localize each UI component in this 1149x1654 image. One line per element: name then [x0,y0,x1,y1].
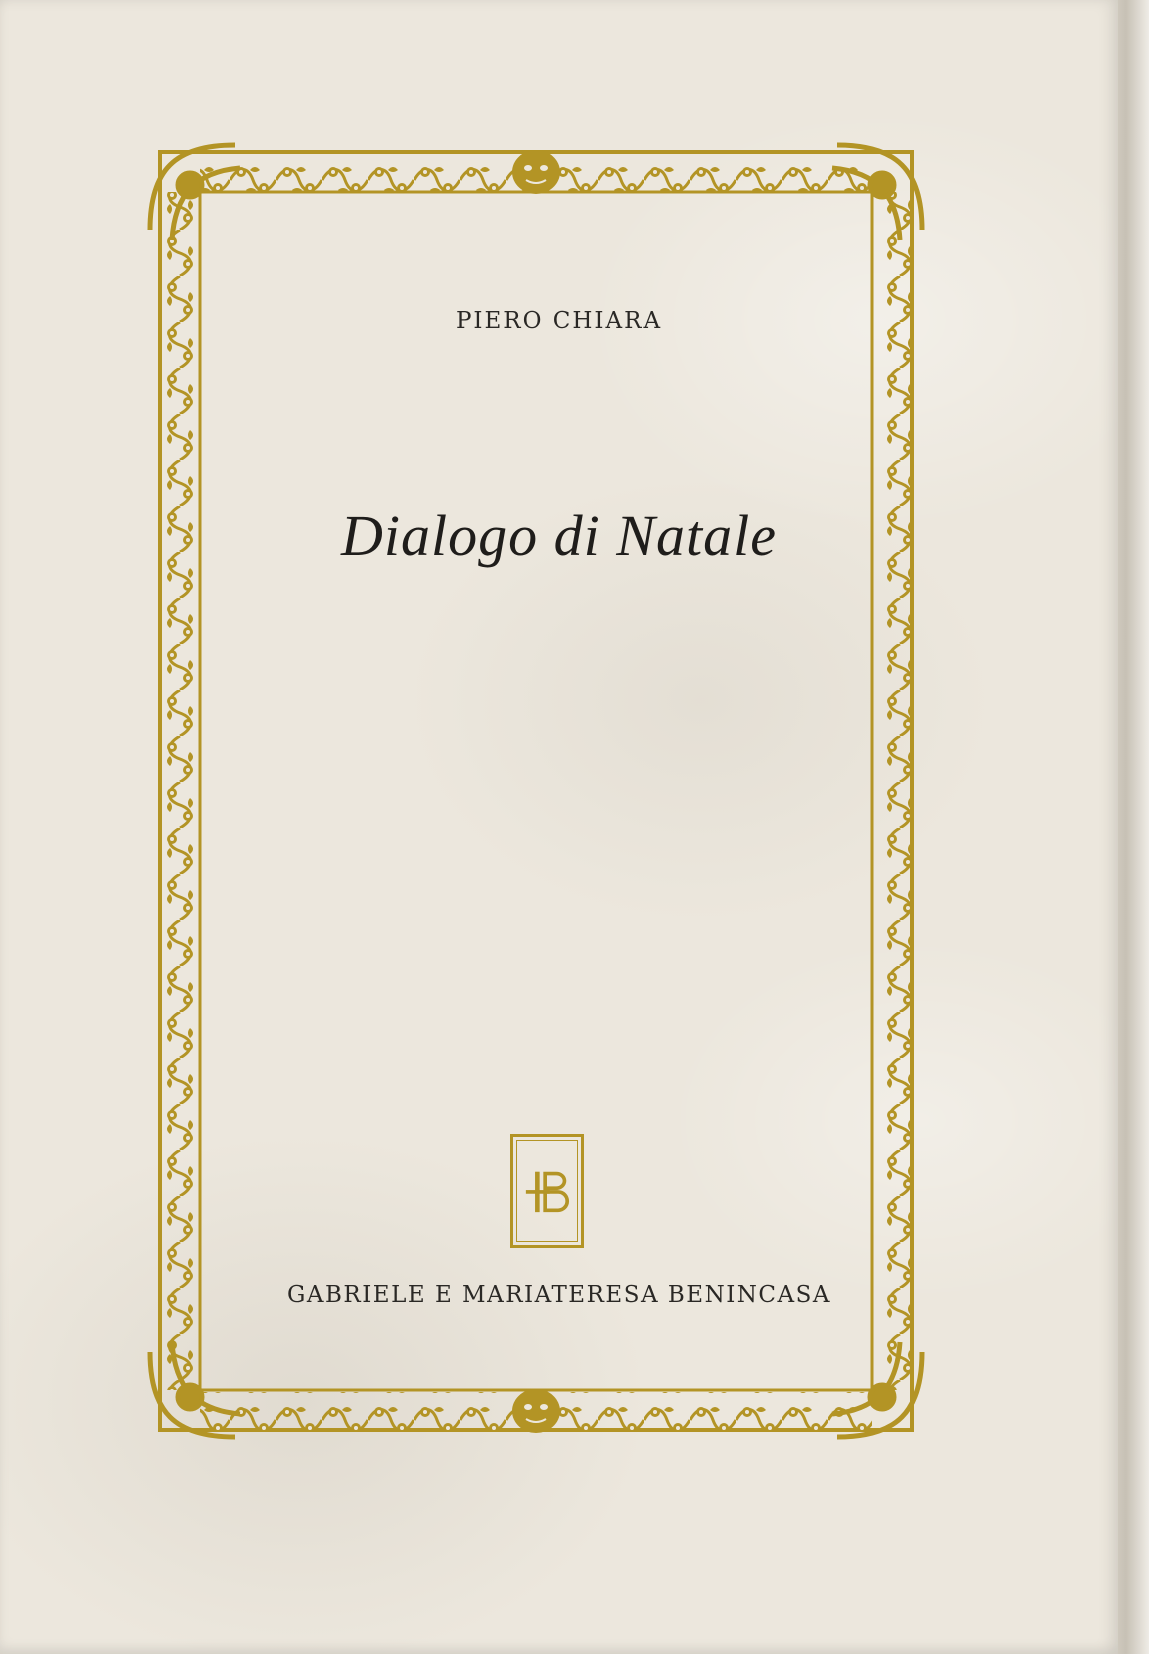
publisher-monogram-icon [513,1137,581,1245]
author-name: PIERO CHIARA [455,308,663,334]
border-left-band [162,192,200,1390]
border-right-band [872,192,910,1390]
publisher-logo [510,1134,584,1248]
publisher-name: GABRIELE E MARIATERESA BENINCASA [287,1282,831,1308]
book-title: Dialogo di Natale [341,503,777,568]
